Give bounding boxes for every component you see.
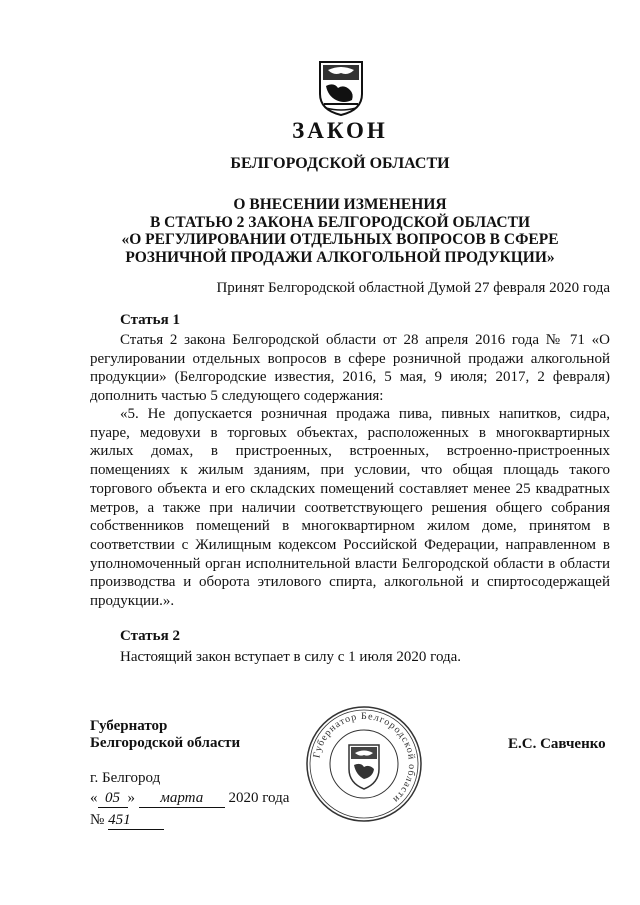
signatory-name [508, 736, 606, 753]
article-1-text: Статья 2 закона Белгородской области от 28 апреля 2016 года № 71 «О регулировании отдельных вопросов в сфере розничной продажи алкогольной продукции» (Белгородские известия, 2016, 5 мая, 9 июля; 2017, 2 февраля) дополнить частью 5 следующего содержания: [90, 332, 610, 405]
number-prefix: № [90, 812, 105, 828]
subject-line: В СТАТЬЮ 2 ЗАКОНА БЕЛГОРОДСКОЙ ОБЛАСТИ [149, 213, 531, 231]
seal-text: Губернатор Белгородской области [311, 710, 418, 806]
article-1-paragraph-2 [90, 405, 610, 611]
signing-city: г. Белгород [90, 770, 161, 786]
coat-of-arms-emblem [318, 60, 364, 116]
article-2-paragraph [90, 648, 610, 667]
article-2-text: Настоящий закон вступает в силу с 1 июля 2020 года. [120, 649, 462, 665]
adoption-statement: Принят Белгородской областной Думой 27 февраля 2020 года [216, 280, 610, 296]
subject-line: РОЗНИЧНОЙ ПРОДАЖИ АЛКОГОЛЬНОЙ ПРОДУКЦИИ» [125, 248, 555, 266]
position-line-2: Белгородской области [90, 735, 241, 751]
law-number [90, 812, 164, 830]
signatory-name-text: Е.С. Савченко [508, 736, 606, 752]
position-line-1: Губернатор [90, 718, 168, 734]
article-1-amendment-text: «5. Не допускается розничная продажа пива, пивных напитков, сидра, пуаре, медовухи в торговых объектах, расположенных в многоквартирных жилых домах, в пристроенных, встроенных, встроенно-пристроенных помещениях к жилым зданиям, при условии, что общая площадь такого торгового объекта и его складских помещений составляет менее 25 квадратных метров, а также при наличии соответствующего решения общего собрания собственников помещений в многоквартирном жилом доме, принятом в соответствии с Жилищным кодексом Российской Федерации, направленном в уполномоченный орган исполнительной власти Белгородской области в области производства и оборота этилового спирта, алкогольной и спиртосодержащей продукции.». [90, 406, 610, 610]
article-2-heading: Статья 2 [120, 628, 180, 644]
subject-line: О ВНЕСЕНИИ ИЗМЕНЕНИЯ [233, 196, 447, 213]
article-1-heading: Статья 1 [120, 312, 180, 328]
date-close-quote: » [127, 790, 135, 806]
date-open-quote: « [90, 790, 98, 806]
date-day: 05 [98, 790, 128, 808]
subject-line: «О РЕГУЛИРОВАНИИ ОТДЕЛЬНЫХ ВОПРОСОВ В СФЕРЕ [121, 231, 559, 248]
signatory-position [90, 718, 240, 752]
signing-date [90, 790, 289, 808]
region-title: БЕЛГОРОДСКОЙ ОБЛАСТИ [230, 155, 450, 172]
law-subject-title [0, 196, 640, 266]
article-1-paragraph-1 [90, 331, 610, 406]
number-value: 451 [108, 812, 164, 830]
date-year: 2020 года [228, 790, 290, 806]
document-type-title: ЗАКОН [292, 118, 388, 143]
official-seal [305, 705, 423, 823]
date-month: марта [139, 790, 225, 808]
